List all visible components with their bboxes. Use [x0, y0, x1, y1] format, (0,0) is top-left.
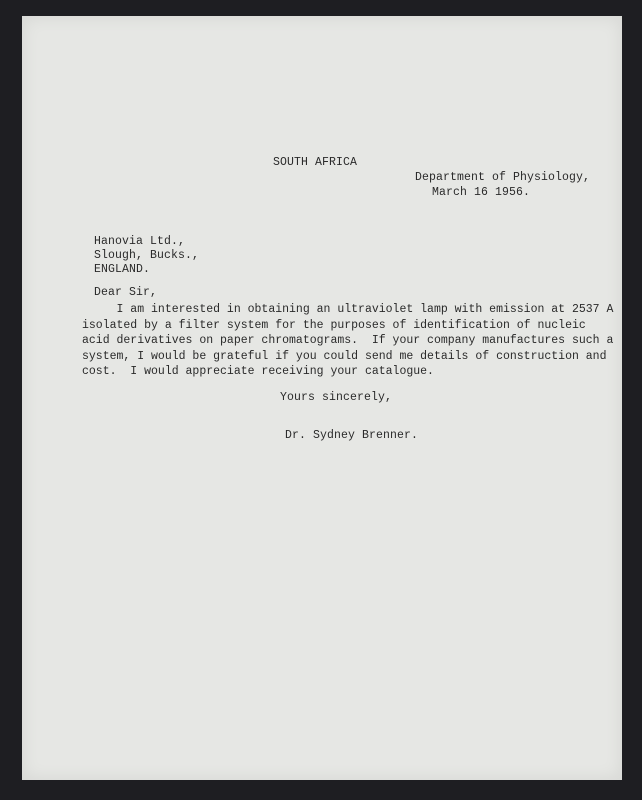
- recipient-line-1: Hanovia Ltd.,: [94, 235, 186, 248]
- letter-date: March 16 1956.: [432, 186, 531, 199]
- country-heading: SOUTH AFRICA: [273, 156, 358, 169]
- letter-body: [82, 302, 614, 380]
- body-line: cost. I would appreciate receiving your catalogue.: [82, 365, 434, 378]
- recipient-line-2: Slough, Bucks.,: [94, 249, 200, 262]
- body-line: isolated by a filter system for the purposes of identification of nucleic: [82, 318, 586, 332]
- body-line: I am interested in obtaining an ultraviolet lamp with emission at 2537 A: [82, 303, 614, 316]
- signature-name: Dr. Sydney Brenner.: [285, 429, 419, 442]
- closing: Yours sincerely,: [280, 391, 393, 404]
- body-line: system, I would be grateful if you could send me details of construction and: [82, 349, 607, 363]
- salutation: Dear Sir,: [94, 286, 158, 299]
- body-line: acid derivatives on paper chromatograms. If your company manufactures such a: [82, 334, 614, 347]
- letter-page: [22, 16, 622, 780]
- recipient-line-3: ENGLAND.: [94, 263, 151, 276]
- sender-department: Department of Physiology,: [415, 171, 591, 184]
